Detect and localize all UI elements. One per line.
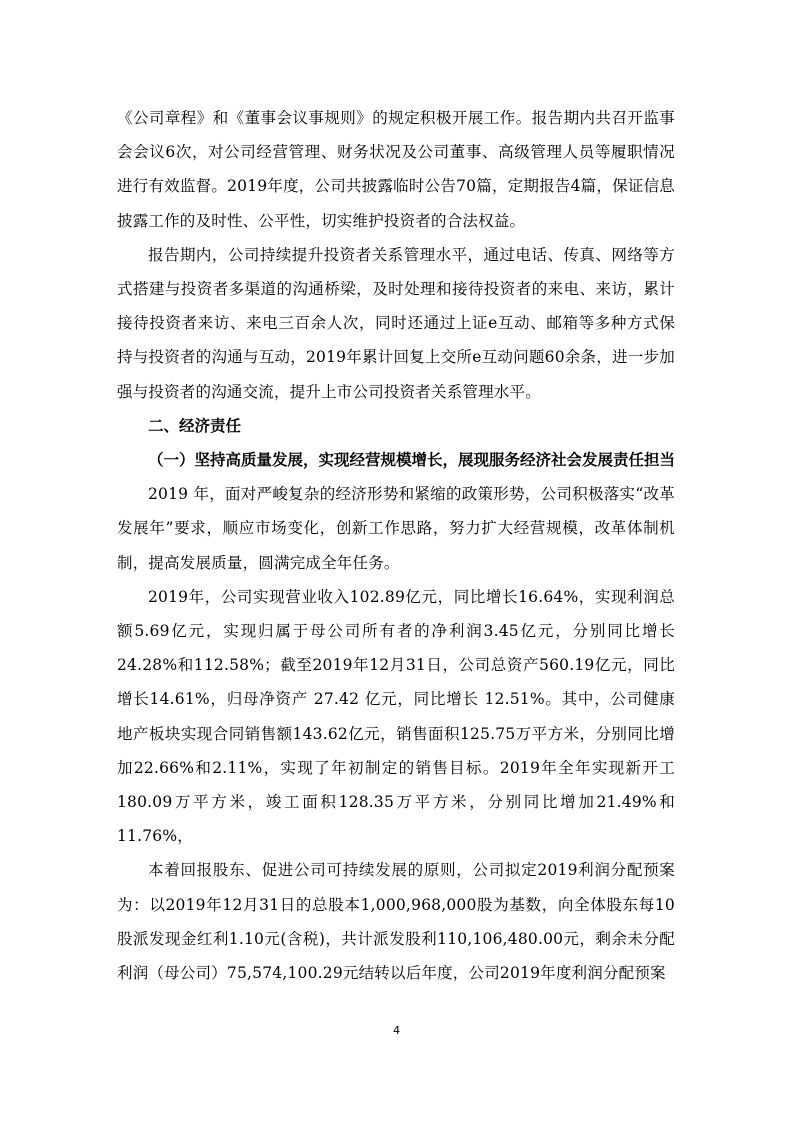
paragraph-profit-distribution: 本着回报股东、促进公司可持续发展的原则，公司拟定2019利润分配预案为：以2019年12月31日的总股本1,000,968,000股为基数，向全体股东每10股派发现金红利1.10元(含税)，共计派发股利110,106,480.00元，剩余未分配利润（母公司）75,574,100.29元结转以后年度，公司2019年度利润分配预案 xyxy=(117,861,675,983)
paragraph-investor-relations: 报告期内，公司持续提升投资者关系管理水平，通过电话、传真、网络等方式搭建与投资者多渠道的沟通桥梁，及时处理和接待投资者的来电、来访，累计接待投资者来访、来电三百余人次，同时还通过上证e互动、邮箱等多种方式保持与投资者的沟通与互动，2019年累计回复上交所e互动问题60余条，进一步加强与投资者的沟通交流，提升上市公司投资者关系管理水平。 xyxy=(117,245,675,401)
page-number: 4 xyxy=(393,1024,400,1037)
paragraph-financial-results: 2019年，公司实现营业收入102.89亿元，同比增长16.64%，实现利润总额5.69亿元，实现归属于母公司所有者的净利润3.45亿元，分别同比增长24.28%和112.58%；截至2019年12月31日，公司总资产560.19亿元，同比增长14.61%，归母净资产 27.42 亿元，同比增长 12.51%。其中，公司健康地产板块实现合同销售额143.62亿元，销售面积125.75万平方米，分别同比增加22.66%和2.11%，实现了年初制定的销售目标。2019年全年实现新开工180.09万平方米，竣工面积128.35万平方米，分别同比增加21.49%和11.76%， xyxy=(117,587,675,846)
page-body xyxy=(117,101,675,990)
paragraph-2019-overview: 2019 年，面对严峻复杂的经济形势和紧缩的政策形势，公司积极落实“改革发展年”要求，顺应市场变化，创新工作思路，努力扩大经营规模，改革体制机制，提高发展质量，圆满完成全年任务。 xyxy=(117,485,675,572)
paragraph-governance: 《公司章程》和《董事会议事规则》的规定积极开展工作。报告期内共召开监事会会议6次，对公司经营管理、财务状况及公司董事、高级管理人员等履职情况进行有效监督。2019年度，公司共披露临时公告70篇，定期报告4篇，保证信息披露工作的及时性、公平性，切实维护投资者的合法权益。 xyxy=(117,109,675,230)
section-heading-economic-responsibility: 二、经济责任 xyxy=(148,416,242,435)
subsection-heading-high-quality-development: （一）坚持高质量发展，实现经营规模增长，展现服务经济社会发展责任担当 xyxy=(148,451,676,470)
